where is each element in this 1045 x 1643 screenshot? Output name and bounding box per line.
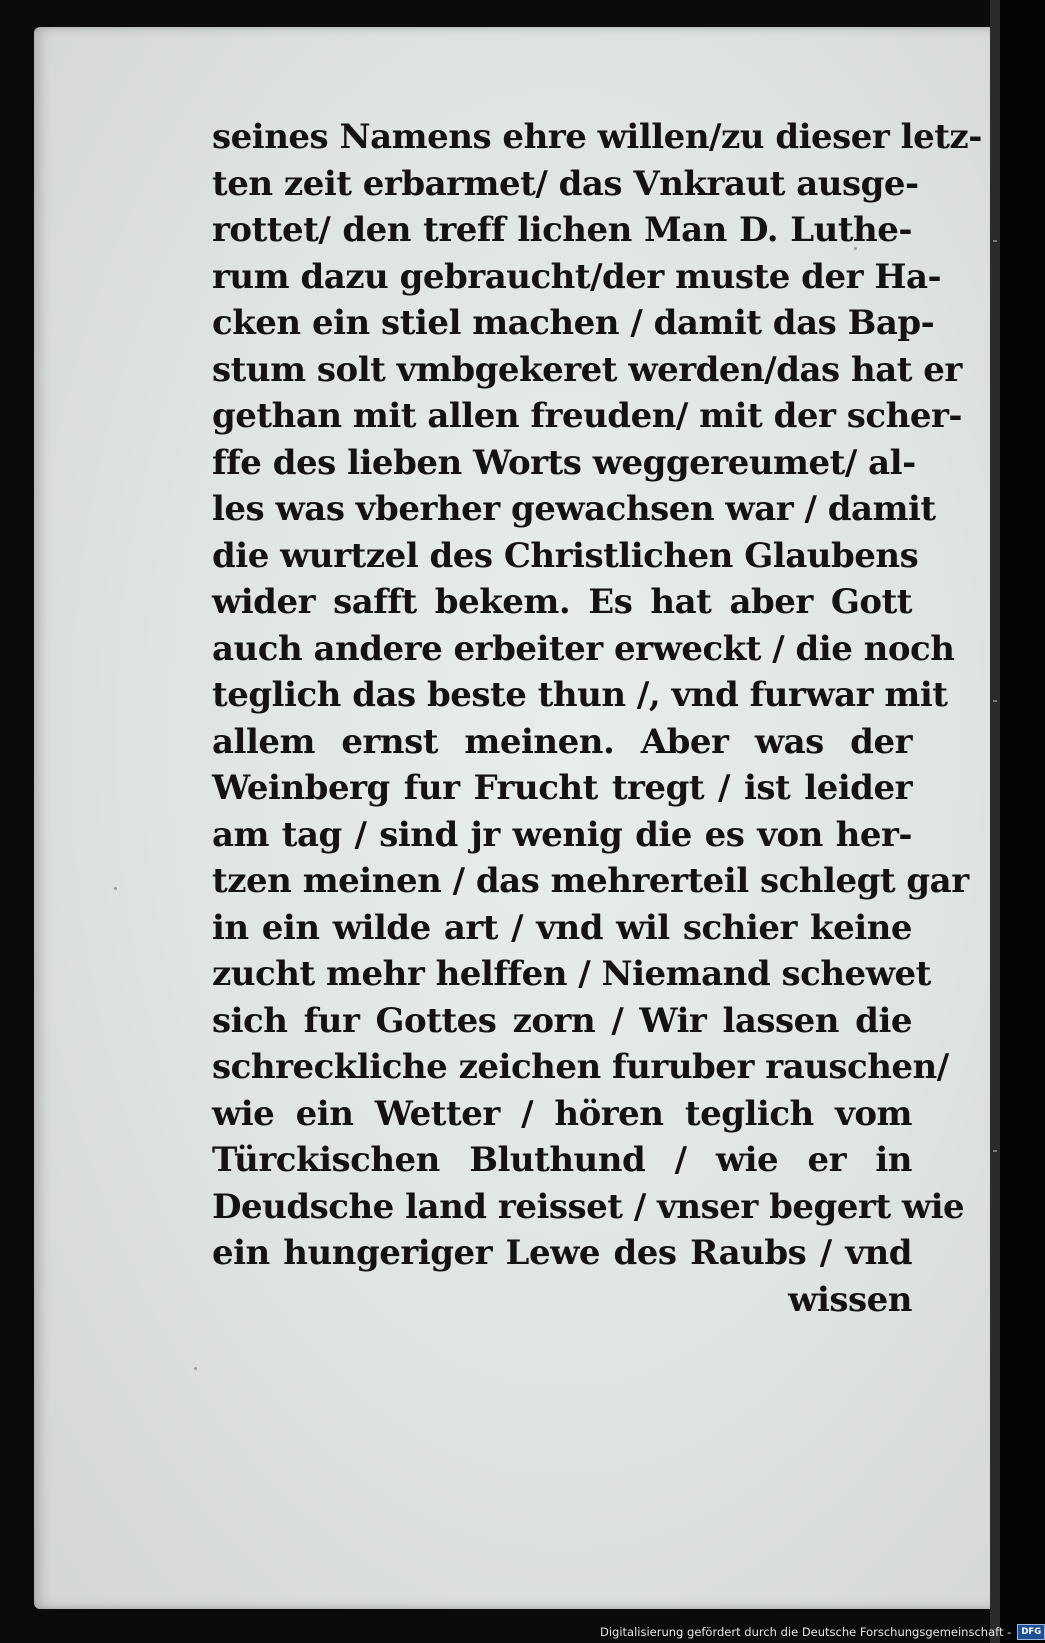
catchword: wissen: [788, 1279, 912, 1320]
text-line: zucht mehr helffen / Niemand schewet: [212, 954, 931, 994]
text-line: rottet/ den treff lichen Man D. Luthe-: [212, 210, 912, 250]
text-line: die wurtzel des Christlichen Glaubens: [212, 535, 919, 576]
page-edge-mark: [993, 700, 997, 702]
text-line: wider safft bekem. Es hat aber Gott: [212, 582, 912, 622]
text-line: stum solt vmbgekeret werden/das hat er: [212, 349, 962, 390]
page-edge: [990, 0, 1000, 1643]
text-line: Weinberg fur Frucht tregt / ist leider: [212, 768, 912, 808]
text-line: ffe des lieben Worts weggereumet/ al-: [212, 442, 916, 483]
body-text: [212, 114, 982, 1323]
text-line: les was vberher gewachsen war / damit: [212, 489, 936, 529]
text-line: Deudsche land reisset / vnser begert wie: [212, 1186, 965, 1227]
dfg-logo-icon: DFG: [1017, 1624, 1045, 1640]
paper-speck: [114, 887, 117, 890]
text-line: gethan mit allen freuden/ mit der scher-: [212, 396, 962, 436]
credit-text: Digitalisierung gefördert durch die Deutsche Forschungsgemeinschaft -: [600, 1625, 1012, 1639]
text-line: auch andere erbeiter erweckt / die noch: [212, 628, 955, 669]
text-line: tzen meinen / das mehrerteil schlegt gar: [212, 861, 969, 901]
text-line: teglich das beste thun /, vnd furwar mit: [212, 675, 948, 715]
page-edge-mark: [993, 1150, 997, 1152]
text-line: ten zeit erbarmet/ das Vnkraut ausge-: [212, 163, 919, 204]
text-line: rum dazu gebraucht/der muste der Ha-: [212, 256, 942, 297]
text-line: am tag / sind jr wenig die es von her-: [212, 814, 912, 855]
text-line: sich fur Gottes zorn / Wir lassen die: [212, 1000, 912, 1041]
digitization-credit: [600, 1622, 1045, 1642]
text-line: ein hungeriger Lewe des Raubs / vnd: [212, 1233, 912, 1273]
text-line: cken ein stiel machen / damit das Bap-: [212, 303, 935, 343]
text-line: schreckliche zeichen furuber rauschen/: [212, 1047, 949, 1087]
text-line: Türckischen Bluthund / wie er in: [212, 1140, 912, 1180]
text-line: allem ernst meinen. Aber was der: [212, 721, 912, 762]
text-line: wie ein Wetter / hören teglich vom: [212, 1093, 912, 1134]
text-line: seines Namens ehre willen/zu dieser letz-: [212, 117, 982, 157]
text-line: in ein wilde art / vnd wil schier keine: [212, 907, 912, 948]
page-edge-mark: [993, 240, 997, 242]
paper-speck: [194, 1367, 197, 1370]
